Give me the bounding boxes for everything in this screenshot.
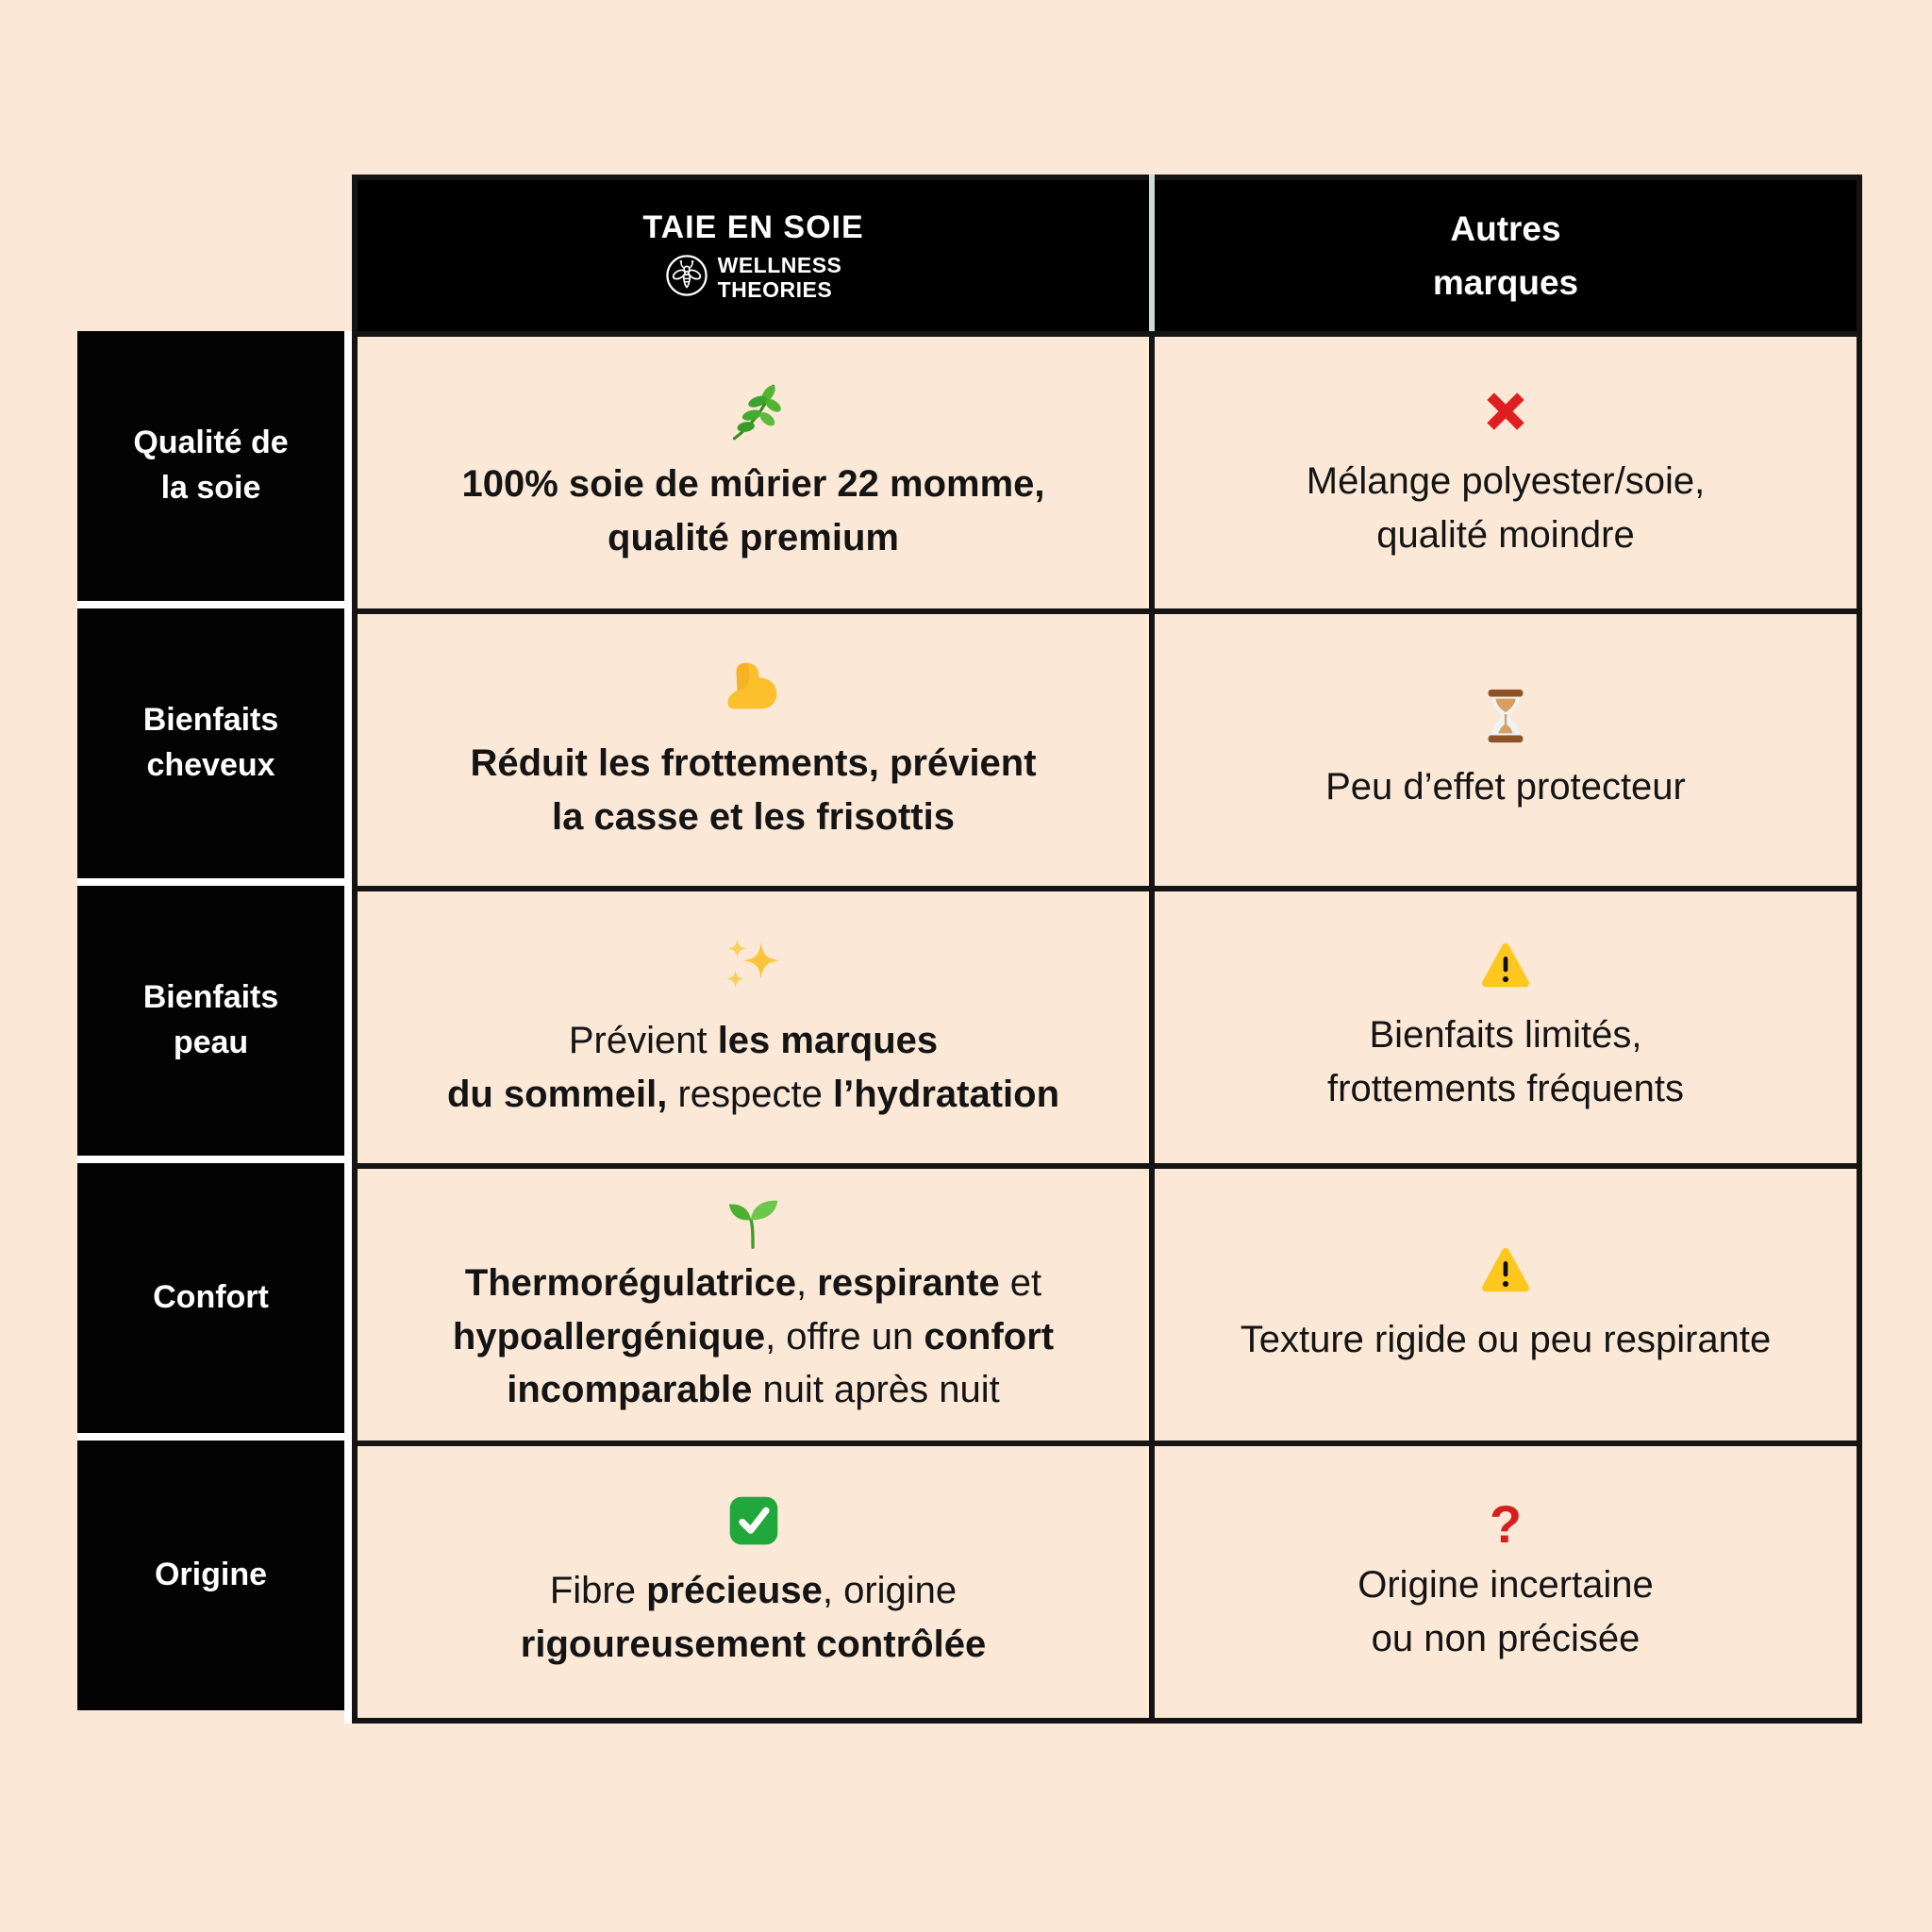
herb-icon — [723, 380, 785, 442]
cell-text-line: Prévient les marques — [568, 1020, 939, 1062]
cell-text-line: frottements fréquents — [1327, 1068, 1684, 1109]
row-label-line: Origine — [154, 1557, 268, 1593]
cell-text-line: la casse et les frisottis — [552, 796, 955, 838]
cell-others-origine — [1155, 1446, 1857, 1718]
row-label-line: Confort — [153, 1279, 269, 1316]
cell-text-line: qualité premium — [608, 517, 899, 558]
cell-text-line: Texture rigide ou peu respirante — [1240, 1318, 1772, 1360]
cell-text-line: Thermorégulatrice, respirante et — [464, 1261, 1042, 1304]
row-label-line: Bienfaits — [142, 702, 279, 739]
cell-text — [1327, 1008, 1684, 1116]
cell-brand-cheveux — [358, 614, 1149, 886]
cell-text — [1307, 455, 1705, 562]
row-label-line: la soie — [160, 470, 261, 506]
cell-text — [1241, 1313, 1772, 1367]
header-separator-line — [1149, 175, 1155, 331]
row-label-bienfaits-peau — [77, 886, 344, 1156]
cell-text — [1357, 1558, 1654, 1666]
cell-text — [521, 1564, 986, 1672]
brand-title: TAIE EN SOIE — [642, 208, 864, 245]
cell-text-line: 100% soie de mûrier 22 momme, — [461, 463, 1045, 506]
cell-text-line: incomparable nuit après nuit — [507, 1369, 1000, 1411]
cell-text — [453, 1257, 1054, 1417]
cell-brand-origine — [358, 1446, 1149, 1718]
cell-text-line: hypoallergénique, offre un confort — [452, 1315, 1055, 1357]
warning-icon — [1478, 1243, 1533, 1298]
cell-text-line: Réduit les frottements, prévient — [470, 742, 1037, 785]
others-title-line: marques — [1432, 263, 1579, 302]
bee-logo-icon — [665, 254, 708, 302]
header-brand-cell — [358, 180, 1149, 331]
row-label-column — [77, 331, 344, 1710]
cell-others-qualite — [1155, 337, 1857, 608]
cell-text-line: qualité moindre — [1376, 514, 1635, 556]
header-others-cell — [1155, 180, 1857, 331]
row-label-qualite-soie — [77, 331, 344, 601]
row-label-origine — [77, 1441, 344, 1710]
label-content-gutter — [344, 331, 352, 1724]
muscle-icon — [721, 656, 787, 722]
cell-others-confort — [1155, 1169, 1857, 1441]
brand-subtitle — [718, 253, 842, 303]
cell-text-line: ou non précisée — [1371, 1618, 1641, 1659]
content-grid — [352, 175, 1862, 1724]
cell-text-line: Mélange polyester/soie, — [1306, 460, 1706, 503]
seedling-icon — [724, 1192, 783, 1251]
comparison-table — [77, 175, 1862, 1724]
row-label-line: peau — [173, 1024, 249, 1060]
cell-text — [470, 737, 1036, 844]
cell-others-peau — [1155, 891, 1857, 1163]
others-title-line: Autres — [1450, 208, 1561, 248]
cell-text-line: rigoureusement contrôlée — [520, 1624, 987, 1665]
row-label-line: Qualité de — [133, 425, 289, 461]
cell-brand-qualite — [358, 337, 1149, 608]
hourglass-icon — [1476, 687, 1535, 745]
cell-text-line: Fibre précieuse, origine — [549, 1570, 958, 1612]
cell-text — [447, 1014, 1059, 1122]
brand-logo-block — [665, 253, 842, 303]
check-icon — [725, 1492, 782, 1549]
cell-others-cheveux — [1155, 614, 1857, 886]
cell-text-line: Peu d’effet protecteur — [1325, 765, 1686, 808]
brand-subtitle-line: THEORIES — [717, 277, 833, 302]
row-label-line: cheveux — [146, 747, 275, 783]
cell-text-line: du sommeil, respecte l’hydratation — [446, 1074, 1060, 1115]
others-title — [1433, 202, 1578, 310]
row-label-bienfaits-cheveux — [77, 608, 344, 878]
cell-text — [461, 458, 1044, 565]
sparkles-icon — [721, 933, 787, 999]
cell-text-line: Origine incertaine — [1357, 1564, 1654, 1607]
cell-brand-peau — [358, 891, 1149, 1163]
brand-subtitle-line: WELLNESS — [717, 252, 842, 277]
cell-text — [1325, 760, 1686, 814]
cell-text-line: Bienfaits limités, — [1369, 1014, 1642, 1057]
cross-icon — [1477, 383, 1534, 440]
cell-brand-confort — [358, 1169, 1149, 1441]
warning-icon — [1478, 939, 1533, 993]
row-label-line: Bienfaits — [142, 979, 279, 1016]
question-icon: ? — [1489, 1494, 1523, 1555]
row-label-confort — [77, 1163, 344, 1433]
